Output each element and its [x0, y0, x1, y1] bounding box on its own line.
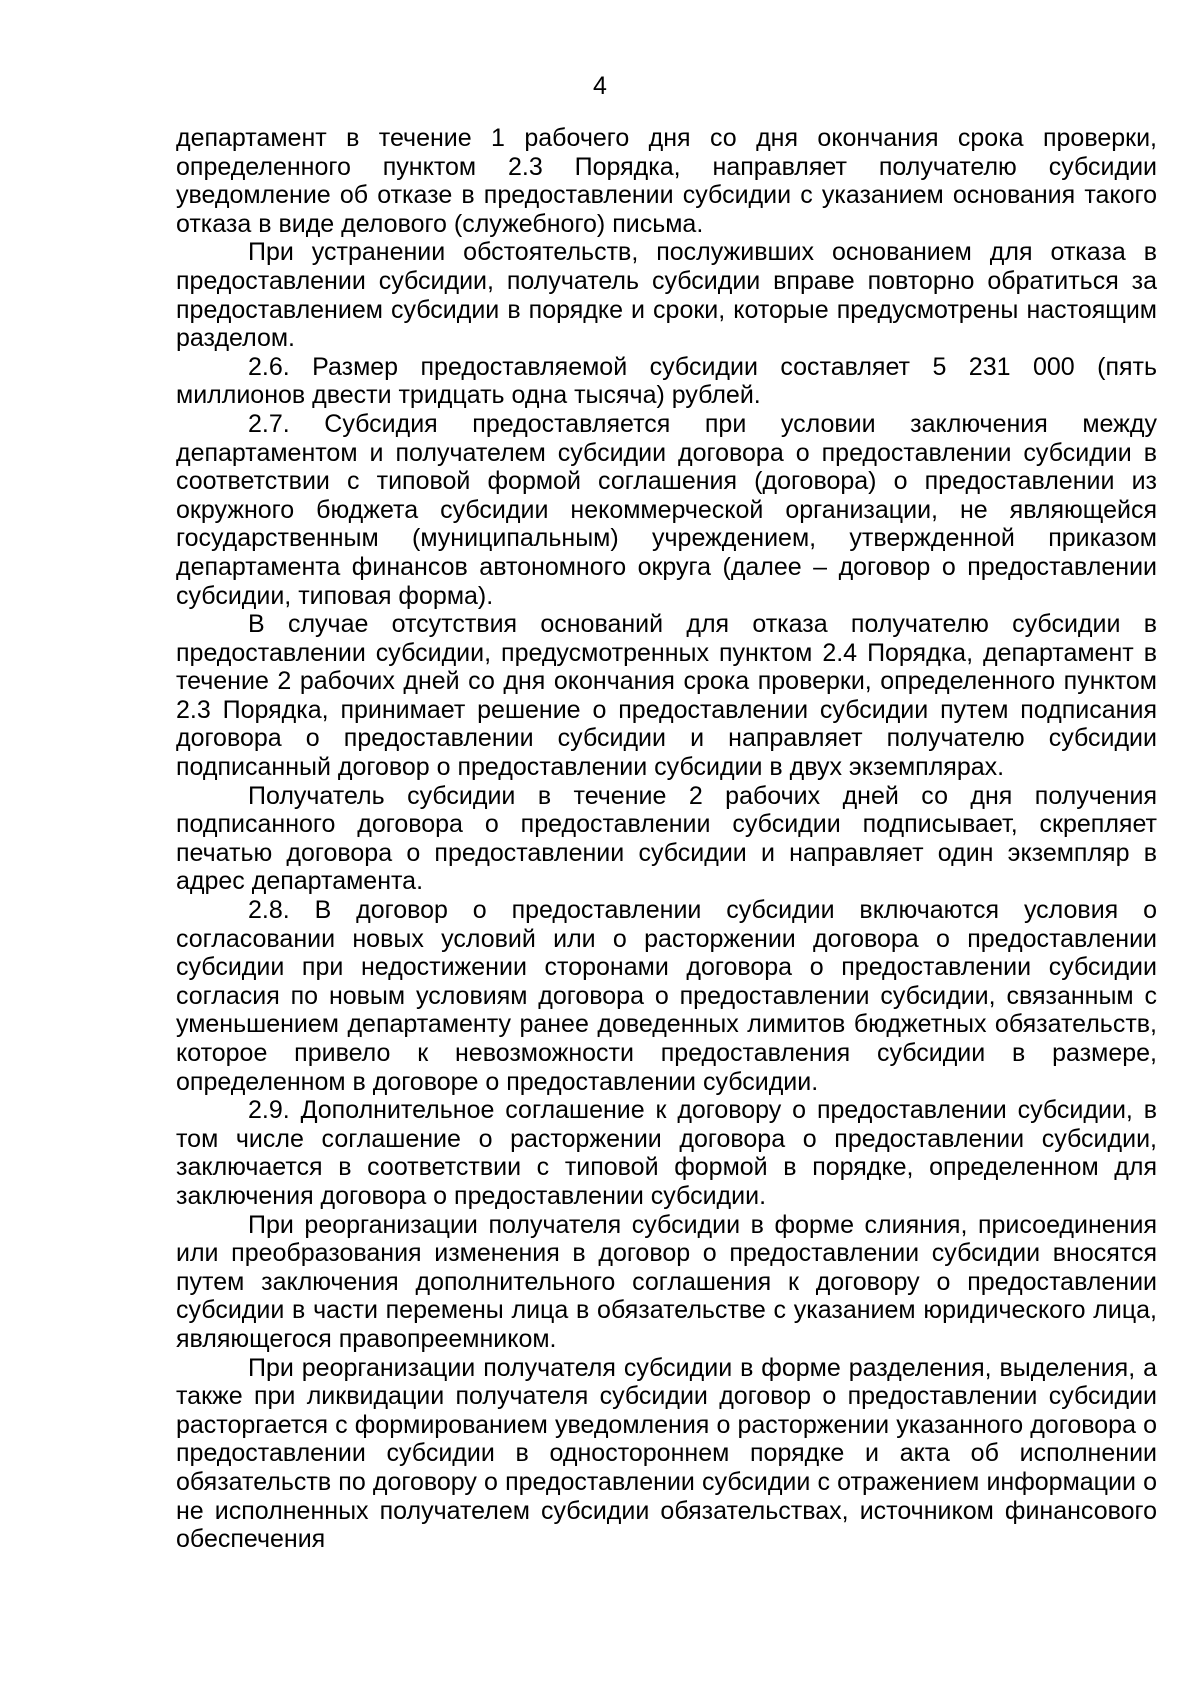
paragraph-no-refusal: В случае отсутствия оснований для отказа получателю субсидии в предоставлении субсидии, предусмотренных пунктом 2.4 Порядка, департамент в течение 2 рабочих дней со дня окончания срока проверки, определенного пунктом 2.3 Порядка, принимает решение о предоставлении субсидии путем подписания договора о предоставлении субсидии и направляет получателю субсидии подписанный договор о предоставлении субсидии в двух экземплярах.	[176, 610, 1157, 782]
paragraph-reorganization-division: При реорганизации получателя субсидии в форме разделения, выделения, а также при ликвидации получателя субсидии договор о предоставлении субсидии расторгается с формированием уведомления о расторжении указанного договора о предоставлении субсидии в одностороннем порядке и акта об исполнении обязательств по договору о предоставлении субсидии с отражением информации о не исполненных получателем субсидии обязательствах, источником финансового обеспечения	[176, 1353, 1157, 1554]
page-number: 4	[593, 72, 607, 100]
document-body	[176, 124, 1157, 1554]
paragraph-2-7: 2.7. Субсидия предоставляется при условии заключения между департаментом и получателем субсидии договора о предоставлении субсидии в соответствии с типовой формой соглашения (договора) о предоставлении из окружного бюджета субсидии некоммерческой организации, не являющейся государственным (муниципальным) учреждением, утвержденной приказом департамента финансов автономного округа (далее – договор о предоставлении субсидии, типовая форма).	[176, 409, 1157, 610]
paragraph-2-9: 2.9. Дополнительное соглашение к договору о предоставлении субсидии, в том числе соглашение о расторжении договора о предоставлении субсидии, заключается в соответствии с типовой формой в порядке, определенном для заключения договора о предоставлении субсидии.	[176, 1096, 1157, 1210]
paragraph-recipient-signing: Получатель субсидии в течение 2 рабочих дней со дня получения подписанного договора о предоставлении субсидии подписывает, скрепляет печатью договора о предоставлении субсидии и направляет один экземпляр в адрес департамента.	[176, 781, 1157, 896]
paragraph-reapplication: При устранении обстоятельств, послуживших основанием для отказа в предоставлении субсидии, получатель субсидии вправе повторно обратиться за предоставлением субсидии в порядке и сроки, которые предусмотрены настоящим разделом.	[176, 238, 1157, 353]
paragraph-reorganization-merger: При реорганизации получателя субсидии в форме слияния, присоединения или преобразования изменения в договор о предоставлении субсидии вносятся путем заключения дополнительного соглашения к договору о предоставлении субсидии в части перемены лица в обязательстве с указанием юридического лица, являющегося правопреемником.	[176, 1210, 1157, 1353]
paragraph-continuation: департамент в течение 1 рабочего дня со дня окончания срока проверки, определенного пунктом 2.3 Порядка, направляет получателю субсидии уведомление об отказе в предоставлении субсидии с указанием основания такого отказа в виде делового (служебного) письма.	[176, 124, 1157, 238]
paragraph-2-6: 2.6. Размер предоставляемой субсидии составляет 5 231 000 (пять миллионов двести тридцать одна тысяча) рублей.	[176, 352, 1157, 410]
paragraph-2-8: 2.8. В договор о предоставлении субсидии включаются условия о согласовании новых условий или о расторжении договора о предоставлении субсидии при недостижении сторонами договора о предоставлении субсидии согласия по новым условиям договора о предоставлении субсидии, связанным с уменьшением департаменту ранее доведенных лимитов бюджетных обязательств, которое привело к невозможности предоставления субсидии в размере, определенном в договоре о предоставлении субсидии.	[176, 896, 1157, 1096]
